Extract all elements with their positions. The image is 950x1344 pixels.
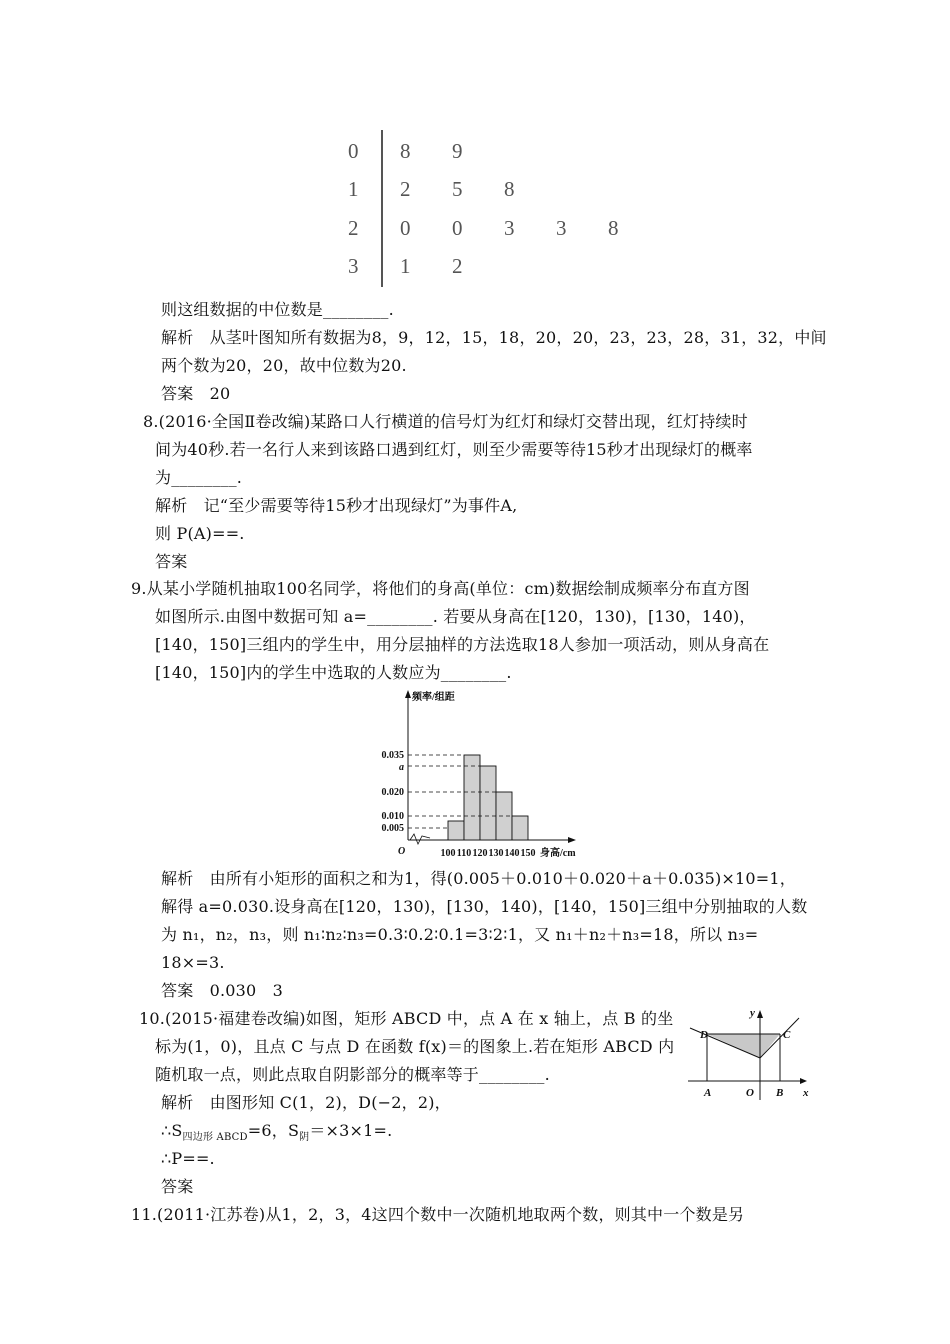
x-tick: 120 [472, 848, 488, 859]
leaf: 8 [504, 177, 515, 201]
q9-question: [140，150]内的学生中选取的人数应为________. [155, 663, 512, 682]
point-c-label: C [783, 1029, 791, 1041]
leaf: 2 [400, 177, 411, 201]
stem-0: 0 [348, 139, 359, 163]
leaf: 0 [452, 216, 463, 240]
y-axis-label: y [750, 1007, 755, 1019]
subscript-quadrilateral: 四边形 ABCD [182, 1132, 248, 1144]
q9-question: 如图所示.由图中数据可知 a=________. 若要从身高在[120，130)，[130，140)， [155, 607, 756, 626]
origin-label: O [746, 1087, 754, 1099]
q7-analysis: 解析 从茎叶图知所有数据为8，9，12，15，18，20，20，23，23，28，31，32，中间 [161, 328, 827, 347]
x-tick: 140 [504, 848, 520, 859]
q10-question: 随机取一点，则此点取自阴影部分的概率等于________. [155, 1065, 550, 1084]
q9-analysis: 解得 a=0.030.设身高在[120，130)，[130，140)，[140，150]三组中分别抽取的人数 [161, 897, 808, 916]
y-axis-label: 频率/组距 [412, 692, 455, 703]
y-tick: 0.010 [381, 811, 404, 822]
y-tick: 0.020 [381, 787, 404, 798]
origin-label: O [398, 846, 406, 857]
y-tick: 0.005 [381, 823, 404, 834]
subscript-shaded: 阴 [299, 1132, 310, 1144]
x-axis-label: 身高/cm [540, 848, 576, 859]
x-tick: 150 [520, 848, 536, 859]
y-tick: 0.035 [381, 750, 404, 761]
shaded-area: ＝×3×1=. [309, 1121, 393, 1140]
q8-question: 间为40秒.若一名行人来到该路口遇到红灯，则至少需要等待15秒才出现绿灯的概率 [155, 440, 753, 459]
leaf: 8 [608, 216, 619, 240]
leaf: 0 [400, 216, 411, 240]
q10-analysis-area [161, 1120, 392, 1149]
q8-question: 为________. [155, 468, 243, 487]
q10-analysis: 解析 由图形知 C(1，2)，D(−2，2)， [161, 1093, 451, 1112]
x-tick: 100 [440, 848, 456, 859]
leaf: 5 [452, 177, 463, 201]
q10-question: 10.(2015·福建卷改编)如图，矩形 ABCD 中，点 A 在 x 轴上，点 B 的坐 [139, 1009, 674, 1028]
leaf: 1 [400, 254, 411, 278]
q10-answer: 答案 [161, 1177, 194, 1196]
q10-question: 标为(1，0)，且点 C 与点 D 在函数 f(x)＝的图象上.若在矩形 ABCD 内 [155, 1037, 675, 1056]
y-tick: a [399, 762, 404, 773]
q8-analysis: 解析 记“至少需要等待15秒才出现绿灯”为事件A, [155, 496, 518, 515]
rectangle-abcd-figure [684, 1004, 810, 1104]
stem-divider [381, 130, 383, 287]
therefore-s: ∴S [161, 1121, 183, 1140]
leaf: 3 [504, 216, 515, 240]
point-b-label: B [776, 1087, 784, 1099]
q9-answer: 答案 0.030 3 [161, 981, 283, 1000]
point-a-label: A [704, 1087, 712, 1099]
q9-question: 9.从某小学随机抽取100名同学，将他们的身高(单位：cm)数据绘制成频率分布直方图 [131, 579, 750, 598]
point-d-label: D [700, 1029, 708, 1041]
q9-analysis: 解析 由所有小矩形的面积之和为1，得(0.005＋0.010＋0.020＋a＋0.035)×10=1， [161, 869, 796, 888]
leaf: 8 [400, 139, 411, 163]
x-tick: 110 [456, 848, 472, 859]
q9-analysis: 18×=3. [161, 953, 225, 972]
q8-answer: 答案 [155, 552, 188, 571]
q7-answer: 答案 20 [161, 384, 231, 403]
stem-3: 3 [348, 254, 359, 278]
q11-question: 11.(2011·江苏卷)从1，2，3，4这四个数中一次随机地取两个数，则其中一个数是另 [131, 1205, 745, 1224]
x-axis-label: x [803, 1087, 809, 1099]
q10-analysis: ∴P==. [161, 1149, 215, 1168]
area-value: =6，S [247, 1121, 300, 1140]
q7-prompt: 则这组数据的中位数是________. [161, 300, 394, 319]
frequency-histogram [370, 688, 610, 864]
q8-analysis: 则 P(A)==. [155, 524, 245, 543]
stem-2: 2 [348, 216, 359, 240]
q9-analysis: 为 n₁，n₂，n₃，则 n₁∶n₂∶n₃=0.3∶0.2∶0.1=3∶2∶1，又 n₁＋n₂＋n₃=18，所以 n₃= [161, 925, 759, 944]
stem-1: 1 [348, 177, 359, 201]
q8-question: 8.(2016·全国Ⅱ卷改编)某路口人行横道的信号灯为红灯和绿灯交替出现，红灯持续时 [143, 412, 748, 431]
q7-analysis: 两个数为20，20，故中位数为20. [161, 356, 407, 375]
leaf: 2 [452, 254, 463, 278]
leaf: 9 [452, 139, 463, 163]
x-tick: 130 [488, 848, 504, 859]
leaf: 3 [556, 216, 567, 240]
q9-question: [140，150]三组内的学生中，用分层抽样的方法选取18人参加一项活动，则从身高在 [155, 635, 770, 654]
